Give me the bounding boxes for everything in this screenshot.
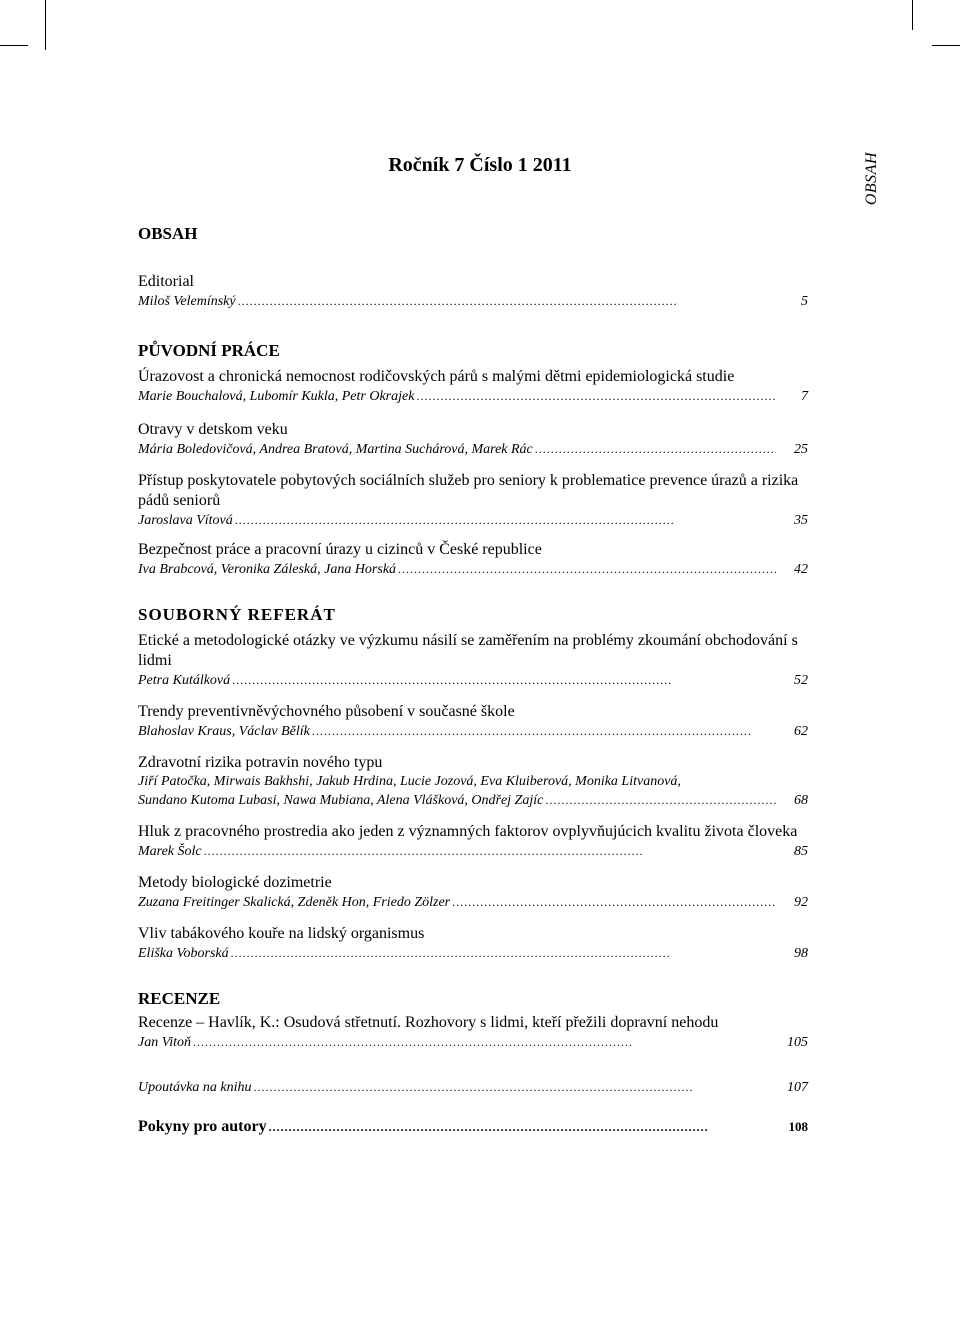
toc-entry[interactable] xyxy=(138,471,808,530)
entry-page: 42 xyxy=(794,562,808,577)
table-of-contents xyxy=(138,272,808,1137)
entry-title: Bezpečnost práce a pracovní úrazy u cizinců v České republice xyxy=(138,541,542,558)
entry-authors: Petra Kutálková xyxy=(138,673,231,688)
toc-entry-pokyny[interactable] xyxy=(138,1117,808,1137)
toc-heading: OBSAH xyxy=(138,224,198,243)
entry-author-row xyxy=(138,791,808,810)
dot-leader xyxy=(398,560,776,578)
toc-entry[interactable] xyxy=(138,420,808,459)
entry-author-row xyxy=(138,842,808,861)
entry-authors: Miloš Velemínský xyxy=(138,294,236,309)
section-title-recenze: RECENZE xyxy=(138,989,221,1008)
entry-page: 68 xyxy=(794,793,808,808)
toc-entry[interactable] xyxy=(138,1013,808,1052)
dot-leader xyxy=(269,1117,776,1137)
crop-mark xyxy=(0,45,28,46)
entry-page: 85 xyxy=(794,844,808,859)
entry-title: Zdravotní rizika potravin nového typu xyxy=(138,754,383,771)
toc-entry[interactable] xyxy=(138,631,808,690)
entry-title: Vliv tabákového kouře na lidský organismus xyxy=(138,925,425,942)
entry-authors: Jaroslava Vítová xyxy=(138,513,233,528)
entry-title: Editorial xyxy=(138,273,194,290)
entry-author-row xyxy=(138,511,808,530)
side-tab-label: OBSAH xyxy=(863,152,880,206)
dot-leader xyxy=(254,1078,776,1096)
entry-author-row xyxy=(138,722,808,741)
entry-page: 98 xyxy=(794,946,808,961)
toc-entry-editorial[interactable] xyxy=(138,272,808,311)
entry-author-row xyxy=(138,893,808,912)
entry-authors: Jan Vitoň xyxy=(138,1035,192,1050)
toc-entry[interactable] xyxy=(138,702,808,741)
entry-page: 52 xyxy=(794,673,808,688)
entry-author-row xyxy=(138,671,808,690)
dot-leader xyxy=(416,387,776,405)
entry-authors: Iva Brabcová, Veronika Záleská, Jana Horská xyxy=(138,562,397,577)
dot-leader xyxy=(545,791,776,809)
entry-title: Otravy v detskom veku xyxy=(138,421,288,438)
entry-author-row xyxy=(138,944,808,963)
entry-title: Upoutávka na knihu xyxy=(138,1080,252,1095)
dot-leader xyxy=(231,944,776,962)
entry-title: Pokyny pro autory xyxy=(138,1118,267,1135)
crop-mark xyxy=(912,0,913,30)
entry-page: 62 xyxy=(794,724,808,739)
entry-title: Metody biologické dozimetrie xyxy=(138,874,332,891)
dot-leader xyxy=(235,511,776,529)
entry-page: 35 xyxy=(794,513,808,528)
toc-entry[interactable] xyxy=(138,822,808,861)
dot-leader xyxy=(232,671,776,689)
entry-page: 92 xyxy=(794,895,808,910)
toc-entry[interactable] xyxy=(138,924,808,963)
dot-leader xyxy=(452,893,776,911)
entry-author-row xyxy=(138,387,808,406)
dot-leader xyxy=(238,292,776,310)
entry-page: 5 xyxy=(801,294,808,309)
dot-leader xyxy=(312,722,776,740)
entry-page: 25 xyxy=(794,442,808,457)
entry-title: Trendy preventivněvýchovného působení v současné škole xyxy=(138,703,515,720)
entry-title: Úrazovost a chronická nemocnost rodičovských párů s malými dětmi epidemiologická studie xyxy=(138,368,735,385)
entry-authors: Marie Bouchalová, Lubomír Kukla, Petr Okrajek xyxy=(138,389,415,404)
entry-authors: Marek Šolc xyxy=(138,844,202,859)
dot-leader xyxy=(193,1033,776,1051)
toc-entry[interactable] xyxy=(138,873,808,912)
crop-mark xyxy=(45,0,46,50)
crop-mark xyxy=(932,45,960,46)
entry-title: Recenze – Havlík, K.: Osudová střetnutí. Rozhovory s lidmi, kteří přežili dopravní nehodu xyxy=(138,1014,719,1031)
entry-title: Hluk z pracovného prostredia ako jeden z významných faktorov ovplyvňujúcich kvalitu života človeka xyxy=(138,823,798,840)
entry-authors: Blahoslav Kraus, Václav Bělík xyxy=(138,724,310,739)
toc-entry-upoutavka[interactable] xyxy=(138,1078,808,1097)
entry-authors: Mária Boledovičová, Andrea Bratová, Martina Suchárová, Marek Rác xyxy=(138,442,533,457)
entry-authors: Sundano Kutoma Lubasi, Nawa Mubiana, Alena Vlášková, Ondřej Zajíc xyxy=(138,793,544,808)
entry-author-row xyxy=(138,560,808,579)
entry-title: Přístup poskytovatele pobytových sociálních služeb pro seniory k problematice prevence úrazů a rizika pádů seniorů xyxy=(138,472,799,509)
entry-authors-line-1: Jiří Patočka, Mirwais Bakhshi, Jakub Hrdina, Lucie Jozová, Eva Kluiberová, Monika Litvanová, xyxy=(138,774,681,789)
volume-issue-heading: Ročník 7 Číslo 1 2011 xyxy=(388,154,572,176)
dot-leader xyxy=(535,440,776,458)
entry-author-row xyxy=(138,1033,808,1052)
entry-page: 105 xyxy=(787,1035,808,1050)
entry-authors: Zuzana Freitinger Skalická, Zdeněk Hon, Friedo Zölzer xyxy=(138,895,451,910)
entry-page: 7 xyxy=(801,389,808,404)
toc-entry[interactable] xyxy=(138,540,808,579)
section-title-puvodni-prace: PŮVODNÍ PRÁCE xyxy=(138,341,280,360)
entry-title: Etické a metodologické otázky ve výzkumu násilí se zaměřením na problémy zkoumání obchodování s lidmi xyxy=(138,632,798,669)
dot-leader xyxy=(204,842,776,860)
section-title-souborny-referat: SOUBORNÝ REFERÁT xyxy=(138,605,336,624)
entry-author-row xyxy=(138,292,808,311)
toc-entry[interactable] xyxy=(138,367,808,406)
entry-page: 108 xyxy=(788,1119,808,1134)
toc-entry[interactable] xyxy=(138,753,808,810)
entry-author-row xyxy=(138,440,808,459)
entry-authors: Eliška Voborská xyxy=(138,946,229,961)
entry-page: 107 xyxy=(787,1080,808,1095)
